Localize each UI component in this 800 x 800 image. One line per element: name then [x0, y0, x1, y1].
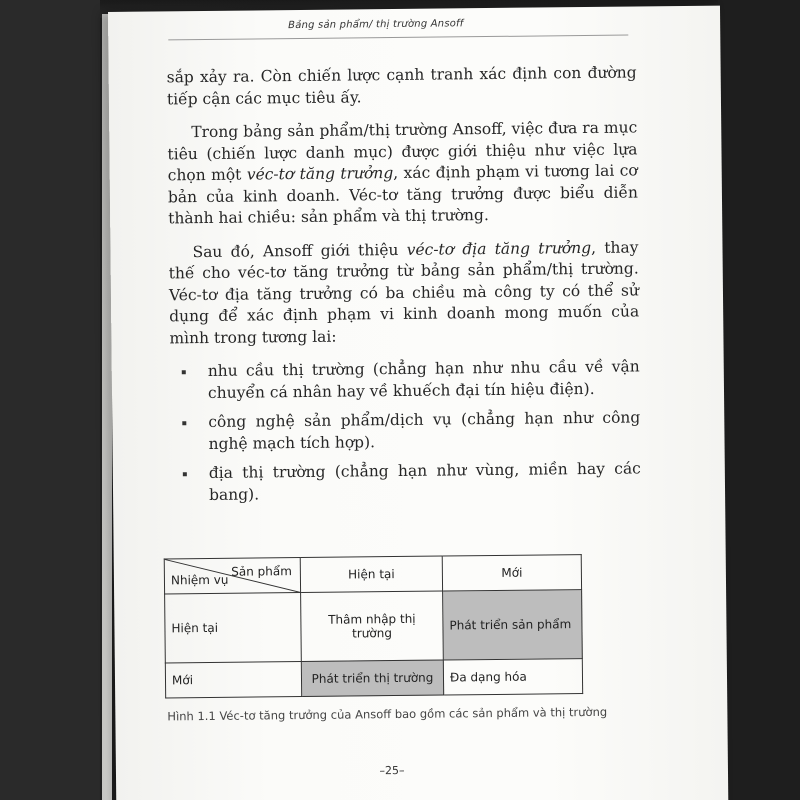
ansoff-matrix-table	[164, 554, 583, 698]
corner-cell	[164, 558, 300, 595]
list-item-text: công nghệ sản phẩm/dịch vụ (chẳng hạn như công nghệ mạch tích hợp).	[208, 408, 641, 453]
list-item	[170, 407, 640, 455]
cell-market-penetration: Thâm nhập thị trường	[301, 591, 444, 661]
cell-product-development: Phát triển sản phẩm	[443, 590, 583, 660]
figure-caption: Hình 1.1 Véc-tơ tăng trưởng của Ansoff bao gồm các sản phẩm và thị trường	[167, 704, 608, 724]
corner-label-missions: Nhiệm vụ	[170, 573, 229, 588]
running-header: Bảng sản phẩm/ thị trường Ansoff	[288, 18, 464, 32]
bullet-list	[170, 356, 641, 506]
col-header-new: Mới	[442, 555, 581, 592]
body-text	[167, 62, 642, 514]
col-header-current: Hiện tại	[300, 556, 442, 593]
table-header-row	[164, 555, 581, 595]
bullet-dot-icon	[183, 472, 187, 476]
paragraph-2-emphasis: véc-tơ tăng trưởng	[246, 164, 394, 184]
paragraph-2	[167, 117, 638, 229]
bullet-dot-icon	[182, 421, 186, 425]
paragraph-3-text-a: Sau đó, Ansoff giới thiệu	[192, 240, 407, 261]
cell-market-development: Phát triển thị trường	[301, 660, 443, 697]
row-header-current: Hiện tại	[165, 593, 302, 663]
row-header-new: Mới	[165, 661, 301, 698]
paragraph-1	[167, 62, 637, 110]
book-page	[108, 6, 728, 800]
list-item	[170, 356, 640, 404]
paragraph-2-text-a: Trong bảng sản phẩm/thị trường Ansoff, việc đưa ra mục tiêu (chiến lược danh mục) được giới thiệu như việc lựa chọn một	[167, 118, 638, 185]
ansoff-matrix	[164, 554, 583, 698]
background-right	[718, 0, 800, 800]
paragraph-1-text: sắp xảy ra. Còn chiến lược cạnh tranh xác định con đường tiếp cận các mục tiêu ấy.	[166, 63, 637, 108]
list-item-text: địa thị trường (chẳng hạn như vùng, miền hay các bang).	[208, 459, 641, 504]
paragraph-2-text-b: , xác định phạm vi tương lai cơ bản của kinh doanh. Véc-tơ tăng trưởng được biểu diễn thành hai chiều: sản phẩm và thị trường.	[167, 161, 639, 228]
background-left	[0, 0, 100, 800]
page-number: –25–	[379, 763, 405, 778]
paragraph-3	[168, 237, 639, 349]
bullet-dot-icon	[182, 370, 186, 374]
table-row	[165, 590, 583, 663]
corner-label-products: Sản phẩm	[231, 564, 292, 579]
table-row	[165, 658, 582, 698]
cell-diversification: Đa dạng hóa	[443, 658, 582, 695]
header-rule	[168, 35, 628, 41]
list-item-text: nhu cầu thị trường (chẳng hạn như nhu cầu về vận chuyển cá nhân hay về khuếch đại tín hiệu điện).	[207, 357, 640, 402]
list-item	[171, 458, 641, 506]
paragraph-3-text-b: , thay thế cho véc-tơ tăng trưởng từ bảng sản phẩm/thị trường. Véc-tơ địa tăng trưởng có ba chiều mà công ty có thể sử dụng để xác định phạm vi kinh doanh mong muốn của mình trong tương lai:	[168, 237, 640, 347]
paragraph-3-emphasis: véc-tơ địa tăng trưởng	[406, 238, 592, 259]
